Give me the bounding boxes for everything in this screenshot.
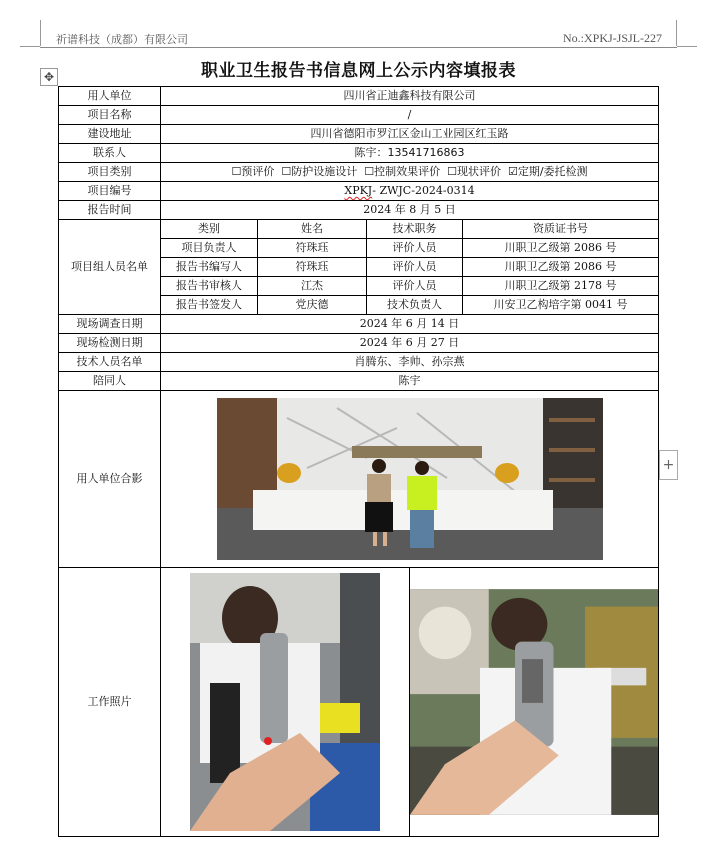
row-employer <box>59 87 659 106</box>
team-header-category: 类别 <box>161 220 258 239</box>
value-technicians: 肖腾东、李帅、孙宗燕 <box>161 353 659 372</box>
row-address <box>59 125 659 144</box>
value-project-type <box>161 163 659 182</box>
label-survey-date: 现场调查日期 <box>59 315 161 334</box>
value-contact: 陈宇：13541716863 <box>161 144 659 163</box>
team-cell: 川职卫乙级第 2086 号 <box>463 239 659 258</box>
label-team: 项目组人员名单 <box>59 220 161 315</box>
checkbox-pre-eval[interactable]: ☐预评价 <box>231 165 275 178</box>
work-photos-cell <box>161 568 659 837</box>
value-project-name: / <box>161 106 659 125</box>
row-escort <box>59 372 659 391</box>
team-cell: 报告书审核人 <box>161 277 258 296</box>
checkbox-status-eval[interactable]: ☐现状评价 <box>447 165 501 178</box>
team-cell: 符珠珏 <box>258 239 367 258</box>
row-project-type <box>59 163 659 182</box>
team-cell: 评价人员 <box>367 277 463 296</box>
table-move-handle-icon[interactable]: ✥ <box>40 68 58 86</box>
label-project-no: 项目编号 <box>59 182 161 201</box>
value-project-no <box>161 182 659 201</box>
team-cell: 川职卫乙级第 2086 号 <box>463 258 659 277</box>
value-employer: 四川省正迪鑫科技有限公司 <box>161 87 659 106</box>
crop-mark-top-right-v <box>676 20 677 46</box>
team-cell: 评价人员 <box>367 239 463 258</box>
add-column-icon[interactable]: + <box>659 450 678 480</box>
team-cell: 报告书编写人 <box>161 258 258 277</box>
disclosure-table <box>58 86 659 837</box>
header-rule <box>40 47 677 48</box>
row-work-photos <box>59 568 659 837</box>
label-address: 建设地址 <box>59 125 161 144</box>
label-report-date: 报告时间 <box>59 201 161 220</box>
value-test-date: 2024 年 6 月 27 日 <box>161 334 659 353</box>
crop-mark-top-right-h <box>677 46 697 47</box>
row-report-date <box>59 201 659 220</box>
work-photo-1-frame <box>161 568 410 836</box>
value-survey-date: 2024 年 6 月 14 日 <box>161 315 659 334</box>
team-cell: 川职卫乙级第 2178 号 <box>463 277 659 296</box>
label-escort: 陪同人 <box>59 372 161 391</box>
work-photo-2-frame <box>410 568 659 836</box>
work-photo-1 <box>190 573 380 831</box>
label-group-photo: 用人单位合影 <box>59 391 161 568</box>
project-no-rest: - ZWJC-2024-0314 <box>372 184 475 197</box>
group-photo <box>217 398 603 560</box>
project-no-prefix: XPKJ <box>344 184 373 197</box>
team-cell: 评价人员 <box>367 258 463 277</box>
team-cell: 川安卫乙构培字第 0041 号 <box>463 296 659 315</box>
page-title: 职业卫生报告书信息网上公示内容填报表 <box>201 61 516 81</box>
team-header-title: 技术职务 <box>367 220 463 239</box>
label-test-date: 现场检测日期 <box>59 334 161 353</box>
team-cell: 技术负责人 <box>367 296 463 315</box>
crop-mark-top-left-h <box>20 46 40 47</box>
header-doc-number: No.:XPKJ-JSJL-227 <box>562 31 662 45</box>
work-photos-row <box>161 568 658 836</box>
group-photo-cell <box>161 391 659 568</box>
label-project-name: 项目名称 <box>59 106 161 125</box>
crop-mark-top-left-v <box>40 20 41 46</box>
team-cell: 符珠珏 <box>258 258 367 277</box>
team-cell: 江杰 <box>258 277 367 296</box>
value-escort: 陈宇 <box>161 372 659 391</box>
row-test-date <box>59 334 659 353</box>
work-photo-2 <box>410 573 659 831</box>
header-company: 祈谱科技（成都）有限公司 <box>56 33 188 46</box>
row-contact <box>59 144 659 163</box>
label-employer: 用人单位 <box>59 87 161 106</box>
team-header-cert: 资质证书号 <box>463 220 659 239</box>
row-project-no <box>59 182 659 201</box>
row-team-header <box>59 220 659 239</box>
value-address: 四川省德阳市罗江区金山工业园区红玉路 <box>161 125 659 144</box>
team-cell: 党庆德 <box>258 296 367 315</box>
checkbox-periodic-test[interactable]: ☑定期/委托检测 <box>507 165 588 178</box>
row-technicians <box>59 353 659 372</box>
label-technicians: 技术人员名单 <box>59 353 161 372</box>
team-cell: 报告书签发人 <box>161 296 258 315</box>
label-project-type: 项目类别 <box>59 163 161 182</box>
row-group-photo <box>59 391 659 568</box>
checkbox-control-eval[interactable]: ☐控制效果评价 <box>364 165 441 178</box>
label-contact: 联系人 <box>59 144 161 163</box>
label-work-photos: 工作照片 <box>59 568 161 837</box>
checkbox-protection-design[interactable]: ☐防护设施设计 <box>281 165 358 178</box>
team-header-name: 姓名 <box>258 220 367 239</box>
row-project-name <box>59 106 659 125</box>
value-report-date: 2024 年 8 月 5 日 <box>161 201 659 220</box>
team-cell: 项目负责人 <box>161 239 258 258</box>
row-survey-date <box>59 315 659 334</box>
